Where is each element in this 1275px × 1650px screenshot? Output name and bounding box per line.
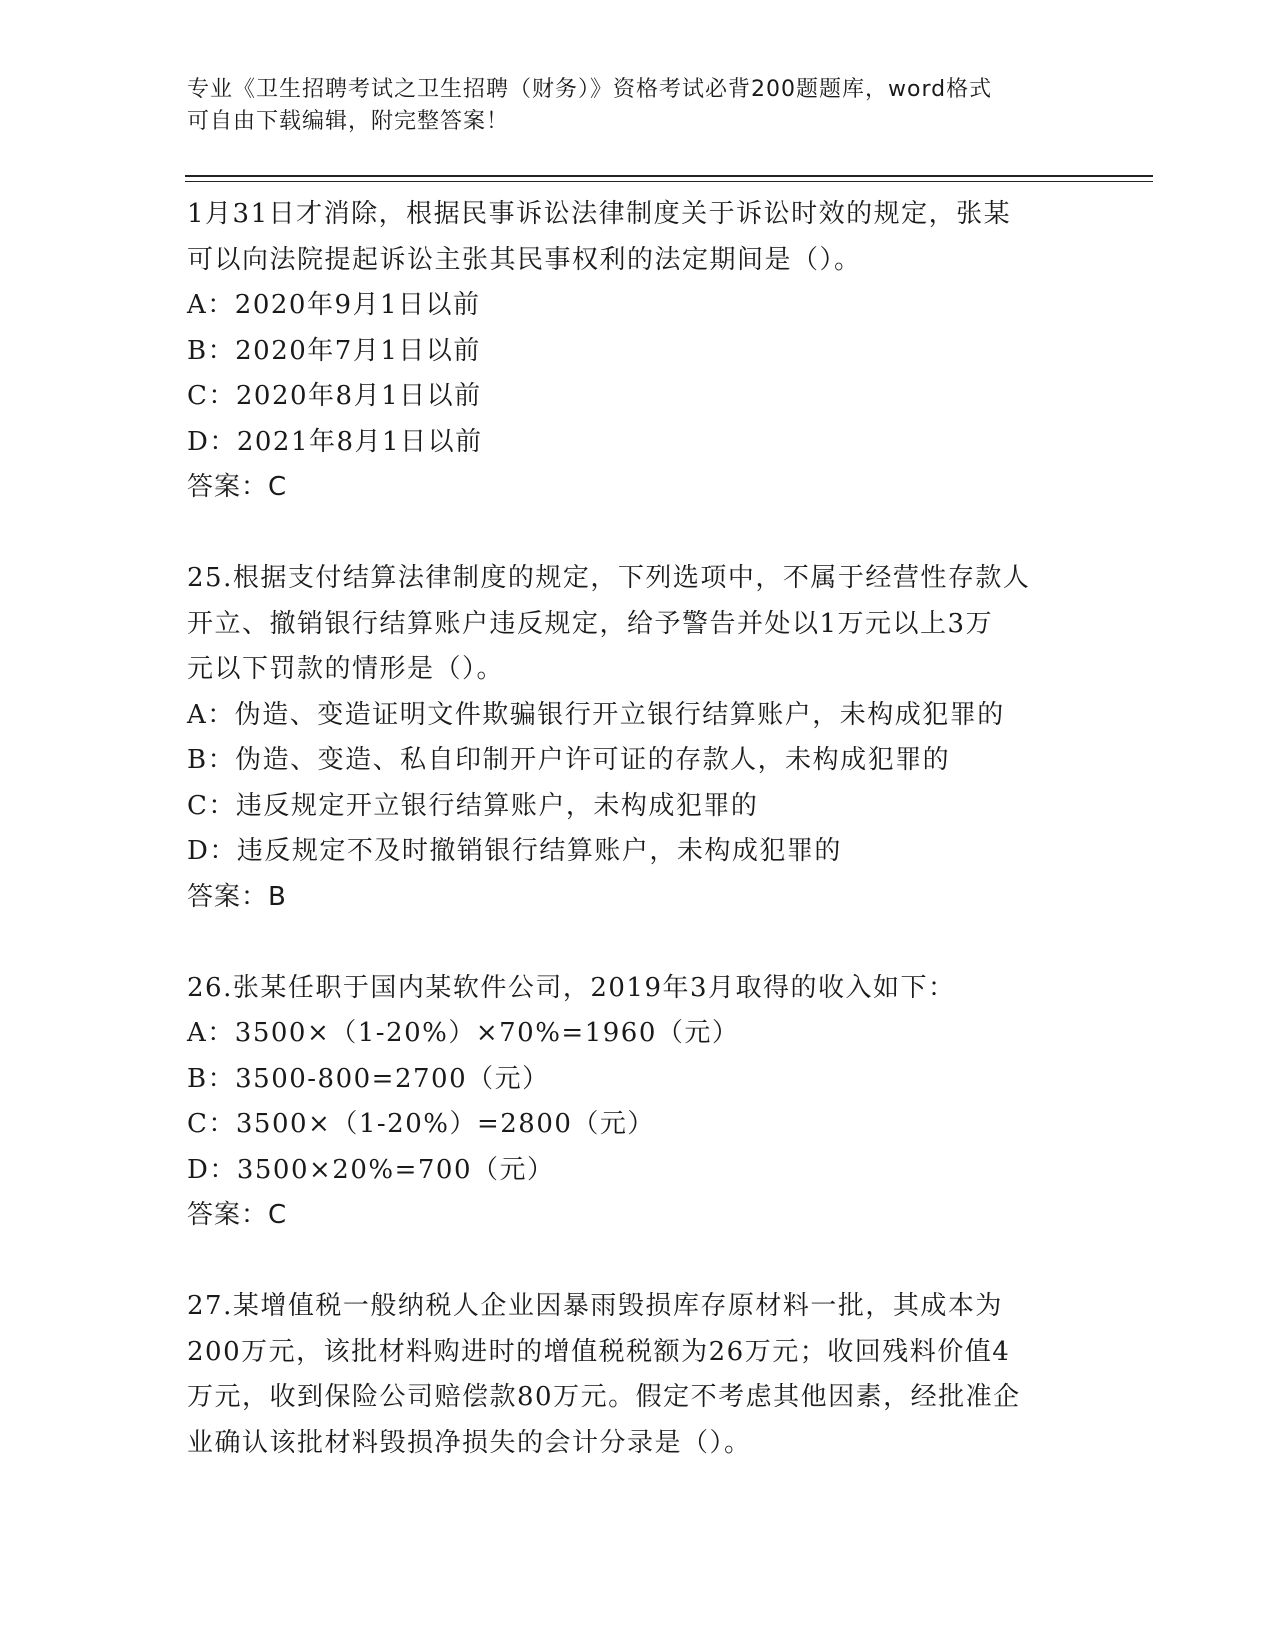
question-25 <box>187 556 1147 920</box>
question-text: 25.根据支付结算法律制度的规定，下列选项中，不属于经营性存款人 <box>187 563 1031 593</box>
option-c: C：2020年8月1日以前 <box>187 381 482 411</box>
option-b: B：3500-800=2700（元） <box>187 1063 550 1094</box>
option-d: D：2021年8月1日以前 <box>187 426 483 457</box>
option-c: C：3500×（1-20%）=2800（元） <box>187 1109 655 1139</box>
answer: 答案：C <box>187 472 288 502</box>
option-d: D：违反规定不及时撤销银行结算账户，未构成犯罪的 <box>187 836 842 866</box>
question-text: 1月31日才消除，根据民事诉讼法律制度关于诉讼时效的规定，张某 <box>187 199 1012 229</box>
document-header <box>187 74 1087 138</box>
option-a: A：伪造、变造证明文件欺骗银行开立银行结算账户，未构成犯罪的 <box>187 699 1005 730</box>
header-rule-thick <box>185 175 1153 177</box>
question-27 <box>187 1284 1147 1466</box>
question-24 <box>187 192 1147 511</box>
question-text: 26.张某任职于国内某软件公司，2019年3月取得的收入如下： <box>187 972 956 1003</box>
option-b: B：伪造、变造、私自印制开户许可证的存款人，未构成犯罪的 <box>187 745 951 775</box>
question-text: 27.某增值税一般纳税人企业因暴雨毁损库存原材料一批，其成本为 <box>187 1291 1003 1321</box>
answer: 答案：B <box>187 881 287 912</box>
option-b: B：2020年7月1日以前 <box>187 335 481 366</box>
spacer <box>187 1239 1147 1285</box>
question-26 <box>187 966 1147 1239</box>
question-text: 200万元，该批材料购进时的增值税税额为26万元；收回残料价值4 <box>187 1336 1011 1367</box>
question-text: 开立、撤销银行结算账户违反规定，给予警告并处以1万元以上3万 <box>187 608 994 639</box>
question-text: 业确认该批材料毁损净损失的会计分录是（）。 <box>187 1427 752 1458</box>
header-line-2: 可自由下载编辑，附完整答案！ <box>187 109 510 134</box>
header-line-1: 专业《卫生招聘考试之卫生招聘（财务）》资格考试必背200题题库，word格式 <box>187 77 993 102</box>
option-c: C：违反规定开立银行结算账户，未构成犯罪的 <box>187 790 759 821</box>
question-text: 元以下罚款的情形是（）。 <box>187 654 505 684</box>
option-a: A：3500×（1-20%）×70%=1960（元） <box>187 1018 740 1048</box>
option-d: D：3500×20%=700（元） <box>187 1154 555 1185</box>
question-list <box>187 192 1147 1466</box>
spacer <box>187 920 1147 966</box>
answer: 答案：C <box>187 1200 288 1230</box>
header-rule-thin <box>185 181 1153 182</box>
spacer <box>187 511 1147 557</box>
question-text: 可以向法院提起诉讼主张其民事权利的法定期间是（）。 <box>187 244 862 275</box>
option-a: A：2020年9月1日以前 <box>187 290 481 320</box>
question-text: 万元，收到保险公司赔偿款80万元。假定不考虑其他因素，经批准企 <box>187 1382 1021 1412</box>
